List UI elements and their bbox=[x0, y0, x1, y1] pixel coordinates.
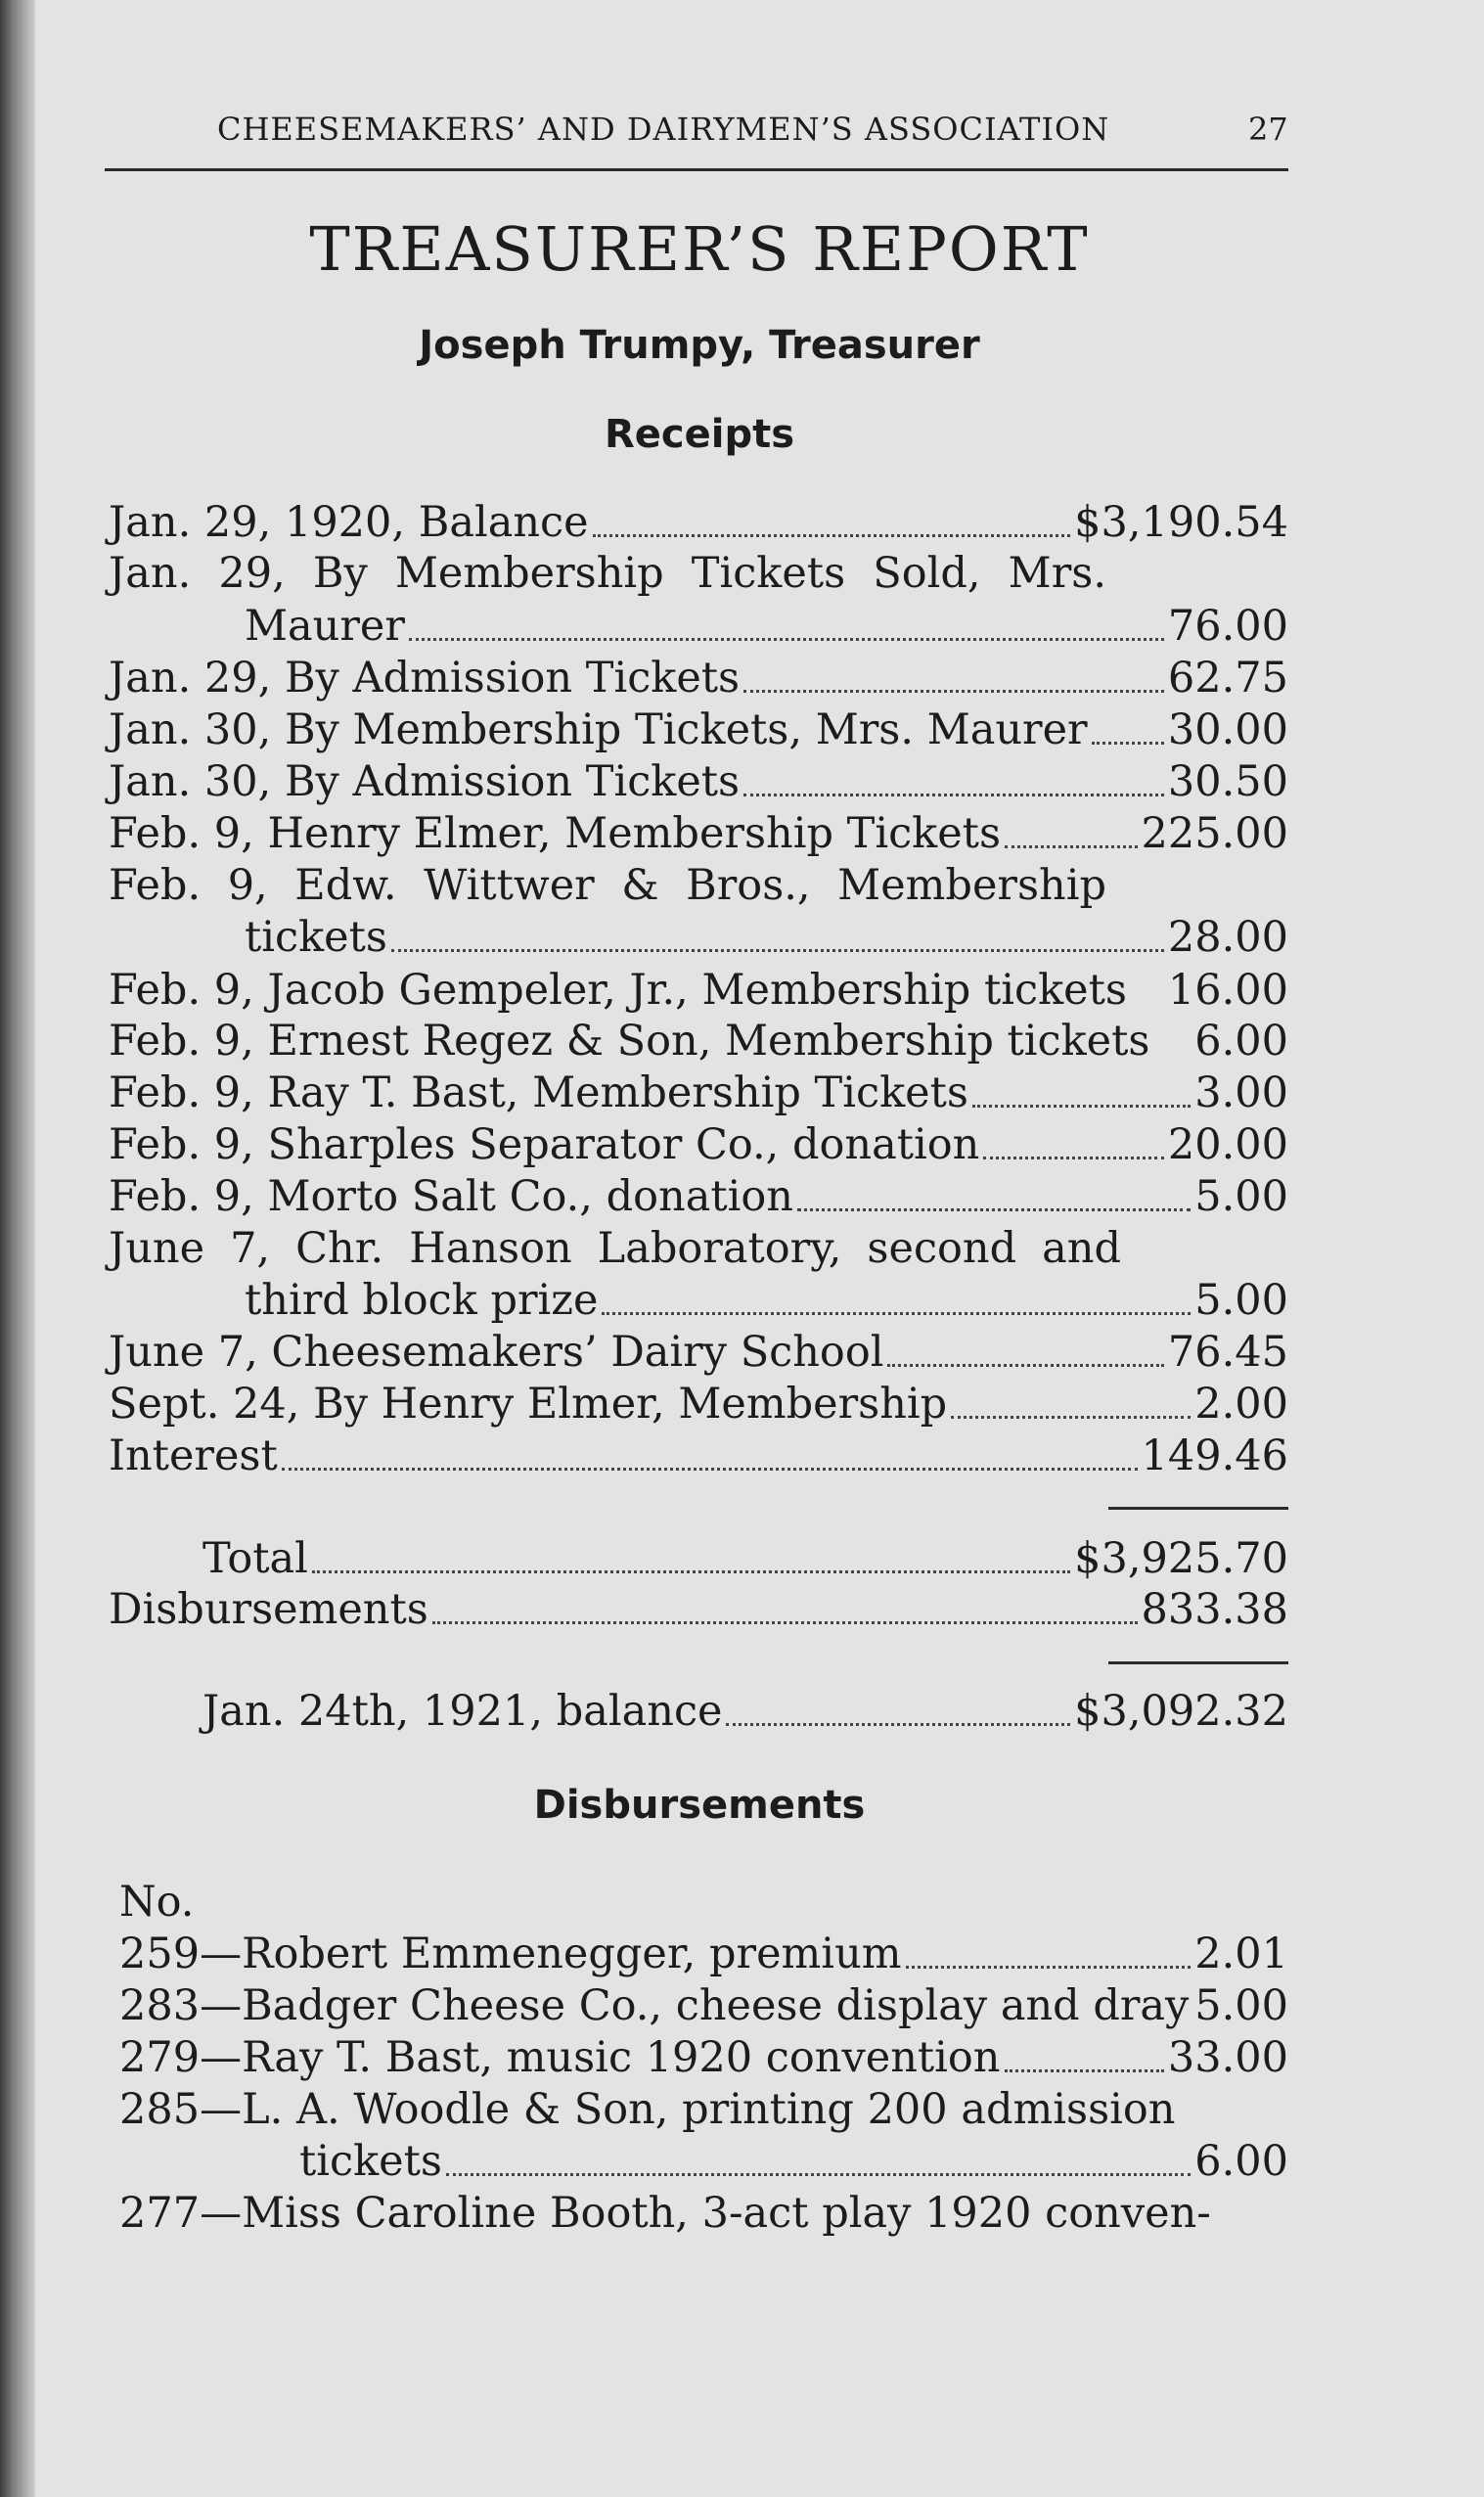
receipt-row: Jan. 30, By Admission Tickets 30.50 bbox=[109, 757, 1288, 806]
page-binding-shadow bbox=[0, 0, 35, 2497]
running-header: CHEESEMAKERS’ AND DAIRYMEN’S ASSOCIATION bbox=[217, 111, 1110, 148]
header-rule bbox=[105, 168, 1288, 171]
receipt-row: Jan. 29, By Admission Tickets 62.75 bbox=[109, 654, 1288, 703]
disbursement-row: 259—Robert Emmenegger, premium 2.01 bbox=[119, 1930, 1288, 1978]
page-number: 27 bbox=[1248, 111, 1288, 148]
receipt-row: June 7, Cheesemakers’ Dairy School 76.45 bbox=[109, 1328, 1288, 1377]
receipt-row: Maurer 76.00 bbox=[245, 602, 1288, 651]
report-title: TREASURER’S REPORT bbox=[309, 213, 1090, 285]
receipt-row: Sept. 24, By Henry Elmer, Membership 2.00 bbox=[109, 1380, 1288, 1429]
disbursement-row-line1: 277—Miss Caroline Booth, 3-act play 1920 conven- bbox=[119, 2189, 1211, 2238]
total-row: Total $3,925.70 bbox=[202, 1534, 1288, 1583]
receipt-row-line1: Feb. 9, Edw. Wittwer & Bros., Membership bbox=[109, 861, 1106, 910]
receipts-heading: Receipts bbox=[604, 412, 795, 457]
receipt-row: tickets 28.00 bbox=[245, 913, 1288, 962]
receipt-row: Feb. 9, Jacob Gempeler, Jr., Membership tickets 16.00 bbox=[109, 966, 1288, 1015]
receipt-row: Jan. 29, 1920, Balance $3,190.54 bbox=[109, 498, 1288, 547]
receipt-row: Feb. 9, Henry Elmer, Membership Tickets 225.00 bbox=[109, 809, 1288, 858]
receipt-row: Interest 149.46 bbox=[109, 1431, 1288, 1480]
sum-rule bbox=[1108, 1661, 1288, 1664]
sum-rule bbox=[1108, 1507, 1288, 1510]
receipt-row-line1: Jan. 29, By Membership Tickets Sold, Mrs. bbox=[109, 549, 1106, 598]
disbursement-row-line1: 285—L. A. Woodle & Son, printing 200 admission bbox=[119, 2085, 1176, 2134]
disbursement-row: 279—Ray T. Bast, music 1920 convention 33.00 bbox=[119, 2033, 1288, 2082]
number-column-label: No. bbox=[119, 1878, 195, 1927]
receipt-row: Jan. 30, By Membership Tickets, Mrs. Maurer 30.00 bbox=[109, 705, 1288, 754]
receipt-row: Feb. 9, Ray T. Bast, Membership Tickets 3.00 bbox=[109, 1068, 1288, 1117]
disbursement-row: tickets 6.00 bbox=[299, 2137, 1288, 2186]
receipt-row: Feb. 9, Ernest Regez & Son, Membership tickets 6.00 bbox=[109, 1017, 1288, 1066]
disbursements-heading: Disbursements bbox=[533, 1783, 866, 1828]
receipt-row: third block prize 5.00 bbox=[245, 1276, 1288, 1325]
disbursements-total-row: Disbursements 833.38 bbox=[109, 1585, 1288, 1634]
receipt-row: Feb. 9, Sharples Separator Co., donation 20.00 bbox=[109, 1120, 1288, 1169]
treasurer-name: Joseph Trumpy, Treasurer bbox=[419, 323, 980, 368]
balance-row: Jan. 24th, 1921, balance $3,092.32 bbox=[202, 1687, 1288, 1736]
receipt-row: Feb. 9, Morto Salt Co., donation 5.00 bbox=[109, 1172, 1288, 1221]
receipt-row-line1: June 7, Chr. Hanson Laboratory, second and bbox=[109, 1224, 1121, 1273]
disbursement-row: 283—Badger Cheese Co., cheese display and dray 5.00 bbox=[119, 1981, 1288, 2030]
